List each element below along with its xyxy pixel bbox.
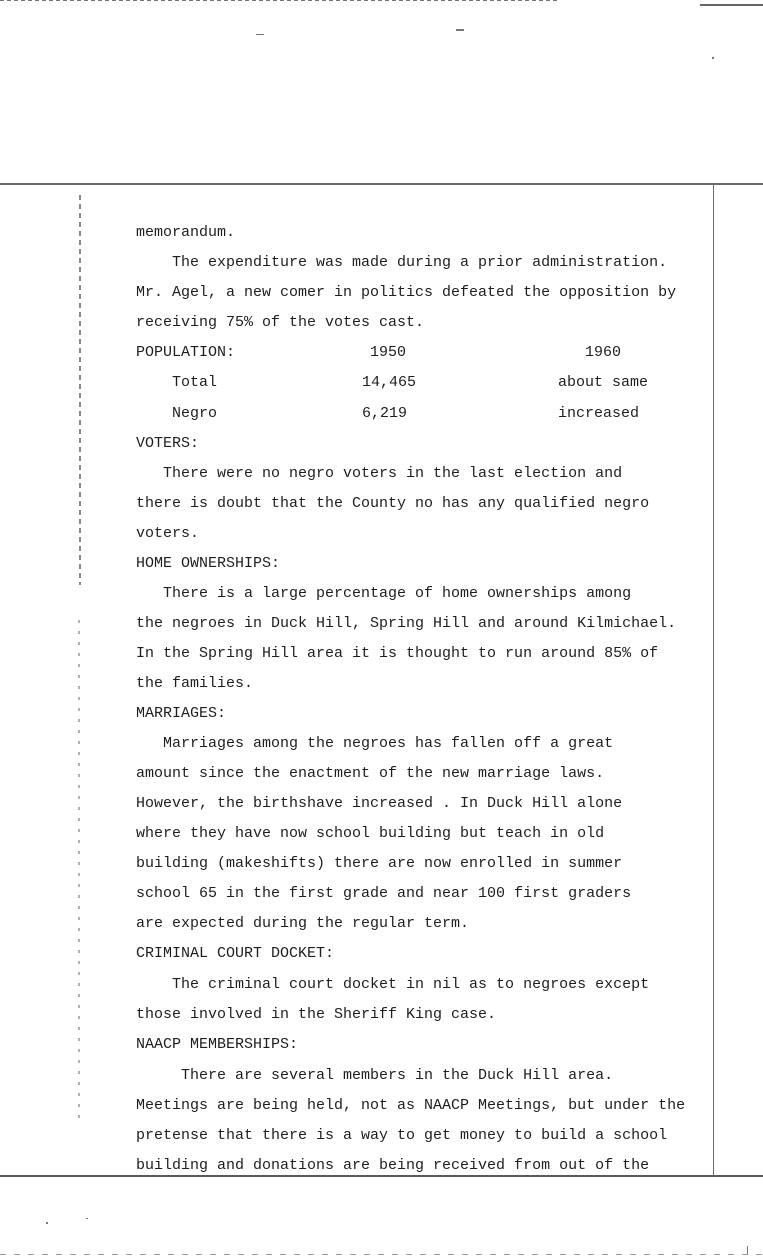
speck <box>747 1246 748 1254</box>
text-line: school 65 in the first grade and near 100 first graders <box>136 885 632 902</box>
column-1950-header: 1950 <box>370 344 407 361</box>
binding-holes <box>79 195 81 585</box>
frame-top-rule <box>0 183 763 185</box>
text-line: where they have now school building but teach in old <box>136 825 605 842</box>
text-line: those involved in the Sheriff King case. <box>136 1006 497 1023</box>
text-line: The criminal court docket in nil as to negroes except <box>136 976 650 993</box>
frame-bottom-rule <box>0 1175 763 1177</box>
population-row-label: Negro <box>172 405 218 422</box>
text-line: building and donations are being received from out of the <box>136 1157 650 1174</box>
text-line: However, the birthshave increased . In Duck Hill alone <box>136 795 623 812</box>
section-heading: NAACP MEMBERSHIPS: <box>136 1036 299 1053</box>
section-heading: MARRIAGES: <box>136 705 227 722</box>
text-line: In the Spring Hill area it is thought to run around 85% of <box>136 645 659 662</box>
speck <box>46 1222 48 1224</box>
text-line: Meetings are being held, not as NAACP Meetings, but under the <box>136 1097 686 1114</box>
speck <box>712 57 714 59</box>
text-line: voters. <box>136 525 200 542</box>
text-line: amount since the enactment of the new marriage laws. <box>136 765 605 782</box>
column-1960-header: 1960 <box>585 344 622 361</box>
population-1950-value: 6,219 <box>362 405 408 422</box>
text-line: Marriages among the negroes has fallen off a great <box>136 735 614 752</box>
population-row-label: Total <box>172 374 218 391</box>
text-line: building (makeshifts) there are now enrolled in summer <box>136 855 623 872</box>
text-line: the negroes in Duck Hill, Spring Hill and around Kilmichael. <box>136 615 677 632</box>
text-line: the families. <box>136 675 254 692</box>
section-heading: HOME OWNERSHIPS: <box>136 555 281 572</box>
population-heading: POPULATION: <box>136 344 236 361</box>
text-line: The expenditure was made during a prior administration. <box>136 254 668 271</box>
frame-right-rule <box>713 185 714 1175</box>
speck <box>256 34 264 35</box>
text-line: There are several members in the Duck Hill area. <box>136 1067 614 1084</box>
text-line: There is a large percentage of home ownerships among <box>136 585 632 602</box>
top-right-rule <box>700 4 763 6</box>
top-edge-rule <box>0 0 560 1</box>
speck <box>86 1218 88 1219</box>
text-line: Mr. Agel, a new comer in politics defeated the opposition by <box>136 284 677 301</box>
text-line: are expected during the regular term. <box>136 915 470 932</box>
population-1950-value: 14,465 <box>362 374 417 391</box>
text-line: receiving 75% of the votes cast. <box>136 314 425 331</box>
text-line: There were no negro voters in the last election and <box>136 465 623 482</box>
bottom-edge-rule <box>0 1254 763 1255</box>
population-1960-value: increased <box>558 405 640 422</box>
text-line: pretense that there is a way to get money to build a school <box>136 1127 668 1144</box>
text-line: memorandum. <box>136 224 236 241</box>
section-heading: CRIMINAL COURT DOCKET: <box>136 945 335 962</box>
section-heading: VOTERS: <box>136 435 200 452</box>
population-1960-value: about same <box>558 374 649 391</box>
speck <box>456 29 464 31</box>
text-line: there is doubt that the County no has any qualified negro <box>136 495 650 512</box>
binding-holes <box>78 620 80 1120</box>
